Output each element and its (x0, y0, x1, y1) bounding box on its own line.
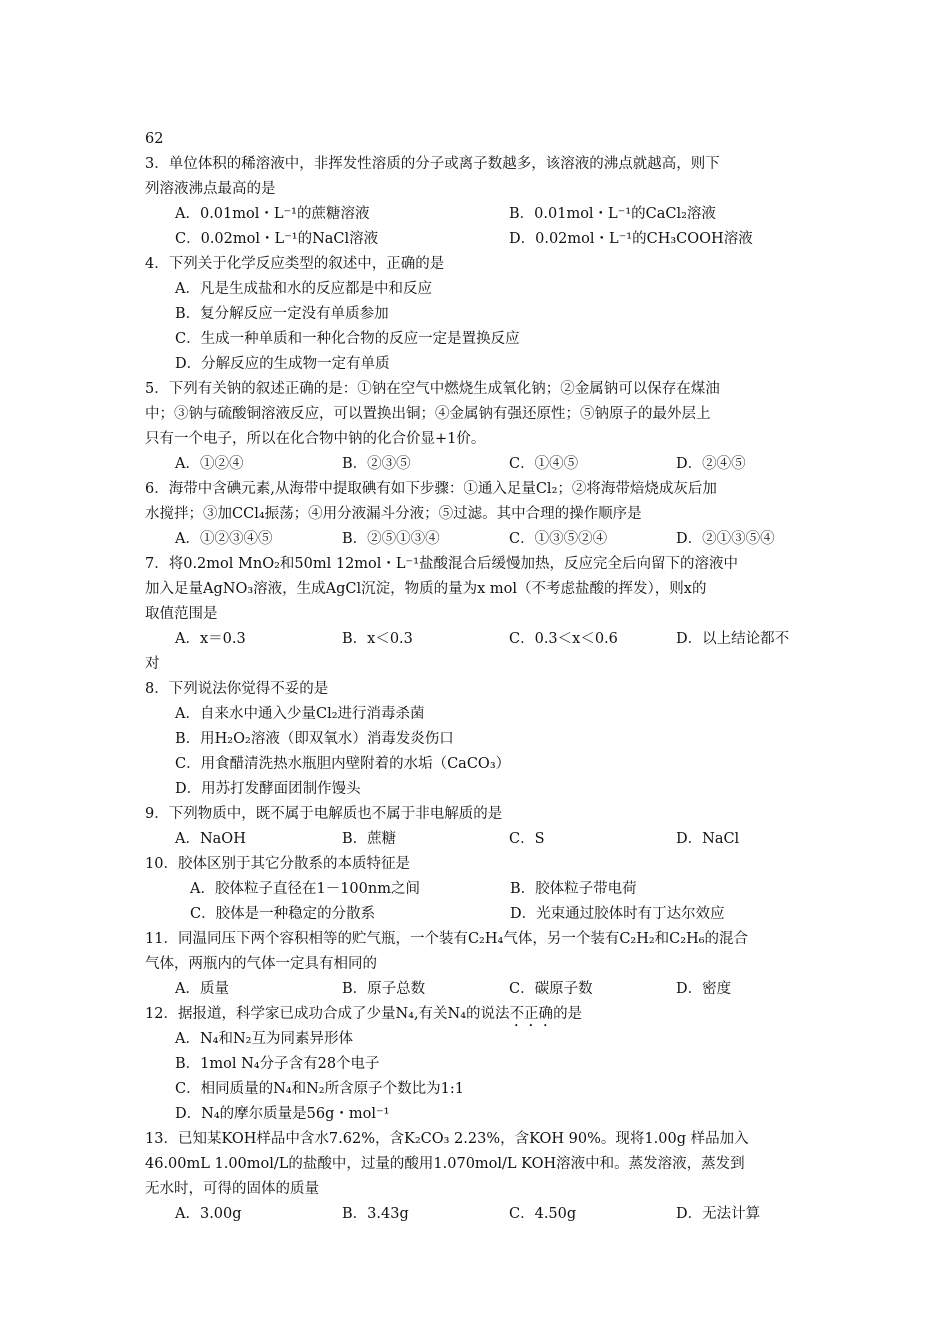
q3-options-row-2 (145, 227, 813, 252)
q7-option-d: D．以上结论都不 (676, 631, 790, 647)
q4-option-c: C．生成一种单质和一种化合物的反应一定是置换反应 (175, 331, 520, 347)
q9-option-c: C．S (509, 831, 545, 847)
q10-stem: 10．胶体区别于其它分散系的本质特征是 (145, 856, 410, 872)
q11-stem-line-2: 气体，两瓶内的气体一定具有相同的 (145, 956, 377, 972)
q12-stem-post: 的是 (553, 1006, 583, 1022)
q7-stem-line-3: 取值范围是 (145, 606, 218, 622)
q10-options-row-2 (145, 902, 813, 927)
page-number: 62 (145, 131, 164, 147)
q3-option-a: A．0.01mol・L⁻¹的蔗糖溶液 (175, 206, 370, 222)
q7-option-d-wrap: 对 (145, 656, 160, 672)
q6-option-b: B．②⑤①③④ (342, 531, 440, 547)
q12-option-c: C．相同质量的N₄和N₂所含原子个数比为1:1 (175, 1081, 464, 1097)
q7-option-c: C．0.3＜x＜0.6 (509, 631, 618, 647)
q11-option-d: D．密度 (676, 981, 732, 997)
q3-options-row-1 (145, 202, 813, 227)
q12-stem (145, 1002, 813, 1027)
q4-option-d: D．分解反应的生成物一定有单质 (175, 356, 390, 372)
q8-option-c: C．用食醋清洗热水瓶胆内壁附着的水垢（CaCO₃） (175, 756, 511, 772)
q12-option-d: D．N₄的摩尔质量是56g・mol⁻¹ (175, 1106, 390, 1122)
q13-option-b: B．3.43g (342, 1206, 409, 1222)
q5-stem-line-3: 只有一个电子，所以在化合物中钠的化合价显+1价。 (145, 431, 486, 447)
q11-stem-line-1: 11．同温同压下两个容积相等的贮气瓶，一个装有C₂H₄气体，另一个装有C₂H₂和C₂H₆的混合 (145, 931, 749, 947)
q11-option-c: C．碳原子数 (509, 981, 593, 997)
q13-stem-line-1: 13．已知某KOH样品中含水7.62%，含K₂CO₃ 2.23%，含KOH 90%。现将1.00g 样品加入 (145, 1131, 749, 1147)
q6-stem-line-2: 水搅拌；③加CCl₄振荡；④用分液漏斗分液；⑤过滤。其中合理的操作顺序是 (145, 506, 642, 522)
q6-option-c: C．①③⑤②④ (509, 531, 608, 547)
q7-stem-line-1: 7．将0.2mol MnO₂和50ml 12mol・L⁻¹盐酸混合后缓慢加热，反应完全后向留下的溶液中 (145, 556, 739, 572)
q10-option-d: D．光束通过胶体时有丁达尔效应 (510, 906, 725, 922)
q9-options (145, 827, 813, 852)
q6-option-d: D．②①③⑤④ (676, 531, 775, 547)
q5-option-b: B．②③⑤ (342, 456, 411, 472)
q12-stem-emphasis: 不正确 (509, 1006, 554, 1022)
q11-options (145, 977, 813, 1002)
q4-stem: 4．下列关于化学反应类型的叙述中，正确的是 (145, 256, 445, 272)
q5-stem-line-1: 5．下列有关钠的叙述正确的是：①钠在空气中燃烧生成氧化钠；②金属钠可以保存在煤油 (145, 381, 720, 397)
q4-option-a: A．凡是生成盐和水的反应都是中和反应 (175, 281, 432, 297)
q5-option-d: D．②④⑤ (676, 456, 746, 472)
q12-option-a: A．N₄和N₂互为同素异形体 (175, 1031, 353, 1047)
q13-options (145, 1202, 813, 1227)
q13-option-c: C．4.50g (509, 1206, 577, 1222)
q5-stem-line-2: 中；③钠与硫酸铜溶液反应，可以置换出铜；④金属钠有强还原性；⑤钠原子的最外层上 (145, 406, 711, 422)
q13-option-d: D．无法计算 (676, 1206, 761, 1222)
q9-option-d: D．NaCl (676, 831, 740, 847)
q3-option-c: C．0.02mol・L⁻¹的NaCl溶液 (175, 231, 379, 247)
q10-option-b: B．胶体粒子带电荷 (510, 881, 637, 897)
q9-option-b: B．蔗糖 (342, 831, 397, 847)
q8-option-a: A．自来水中通入少量Cl₂进行消毒杀菌 (175, 706, 425, 722)
q11-option-a: A．质量 (175, 981, 229, 997)
q4-option-b: B．复分解反应一定没有单质参加 (175, 306, 389, 322)
q7-option-a: A．x＝0.3 (175, 631, 246, 647)
q3-stem-line-2: 列溶液沸点最高的是 (145, 181, 276, 197)
q3-option-b: B．0.01mol・L⁻¹的CaCl₂溶液 (509, 206, 716, 222)
q7-option-b: B．x＜0.3 (342, 631, 413, 647)
q5-options (145, 452, 813, 477)
q3-option-d: D．0.02mol・L⁻¹的CH₃COOH溶液 (509, 231, 753, 247)
exam-page (145, 127, 813, 1227)
q13-option-a: A．3.00g (175, 1206, 242, 1222)
q6-options (145, 527, 813, 552)
q9-stem: 9．下列物质中，既不属于电解质也不属于非电解质的是 (145, 806, 503, 822)
q5-option-a: A．①②④ (175, 456, 244, 472)
q10-options-row-1 (145, 877, 813, 902)
q13-stem-line-3: 无水时，可得的固体的质量 (145, 1181, 319, 1197)
q7-options (145, 627, 813, 652)
q11-option-b: B．原子总数 (342, 981, 426, 997)
q12-option-b: B．1mol N₄分子含有28个电子 (175, 1056, 380, 1072)
q6-option-a: A．①②③④⑤ (175, 531, 273, 547)
q3-stem-line-1: 3．单位体积的稀溶液中，非挥发性溶质的分子或离子数越多，该溶液的沸点就越高，则下 (145, 156, 720, 172)
q8-option-b: B．用H₂O₂溶液（即双氧水）消毒发炎伤口 (175, 731, 454, 747)
q8-stem: 8．下列说法你觉得不妥的是 (145, 681, 329, 697)
q6-stem-line-1: 6．海带中含碘元素,从海带中提取碘有如下步骤：①通入足量Cl₂；②将海带焙烧成灰后加 (145, 481, 717, 497)
q5-option-c: C．①④⑤ (509, 456, 579, 472)
q10-option-c: C．胶体是一种稳定的分散系 (190, 906, 376, 922)
q10-option-a: A．胶体粒子直径在1－100nm之间 (190, 881, 420, 897)
q13-stem-line-2: 46.00mL 1.00mol/L的盐酸中，过量的酸用1.070mol/L KOH溶液中和。蒸发溶液，蒸发到 (145, 1156, 745, 1172)
q8-option-d: D．用苏打发酵面团制作馒头 (175, 781, 361, 797)
q9-option-a: A．NaOH (175, 831, 246, 847)
q7-stem-line-2: 加入足量AgNO₃溶液，生成AgCl沉淀，物质的量为x mol（不考虑盐酸的挥发），则x的 (145, 581, 707, 597)
q12-stem-pre: 12．据报道，科学家已成功合成了少量N₄,有关N₄的说法 (145, 1006, 510, 1022)
